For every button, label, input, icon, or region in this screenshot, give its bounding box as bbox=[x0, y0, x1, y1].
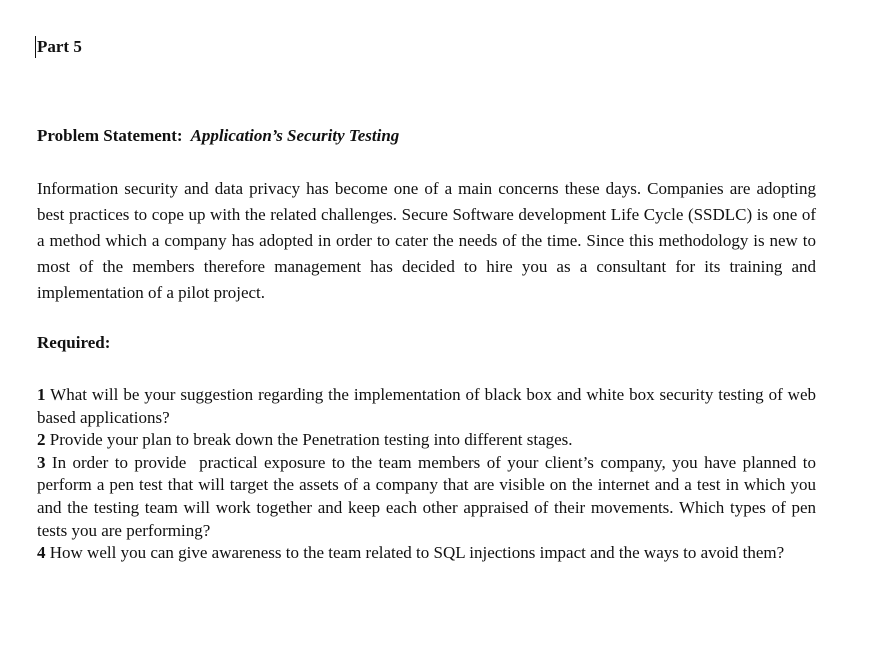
question-item bbox=[37, 452, 821, 542]
question-text: In order to provide practical exposure to the team members of your client’s company, you have planned to perform a pen test that will target the assets of a company that are visible on the internet and a test in which you and the testing team will work together and keep each other appraised of their movements. Which types of pen tests you are performing? bbox=[37, 452, 821, 540]
question-item bbox=[37, 429, 816, 452]
question-text: Provide your plan to break down the Penetration testing into different stages. bbox=[49, 430, 573, 450]
question-number: 3 bbox=[37, 452, 46, 472]
question-item bbox=[37, 542, 816, 565]
question-number: 4 bbox=[37, 543, 46, 563]
required-heading: Required: bbox=[37, 333, 111, 352]
part-title: Part 5 bbox=[37, 37, 82, 56]
question-list bbox=[37, 384, 821, 565]
question-text: How well you can give awareness to the team related to SQL injections impact and the ways to avoid them? bbox=[49, 543, 785, 563]
question-text: What will be your suggestion regarding the implementation of black box and white box security testing of web based applications? bbox=[37, 385, 816, 427]
problem-statement-heading bbox=[37, 125, 399, 147]
intro-paragraph: Information security and data privacy has become one of a main concerns these days. Companies are adopting best practices to cope up with the related challenges. Secure Software development Life Cycle (SSDLC) is one of a method which a company has adopted in order to cater the needs of the time. Since this methodology is new to most of the members therefore management has decided to hire you as a consultant for its training and implementation of a pilot project. bbox=[37, 179, 816, 302]
question-item bbox=[37, 384, 816, 429]
problem-statement-label: Problem Statement: bbox=[37, 126, 183, 145]
question-number: 2 bbox=[37, 430, 46, 450]
problem-statement-title: Application’s Security Testing bbox=[190, 126, 400, 145]
question-number: 1 bbox=[37, 385, 46, 404]
text-cursor bbox=[35, 36, 36, 58]
